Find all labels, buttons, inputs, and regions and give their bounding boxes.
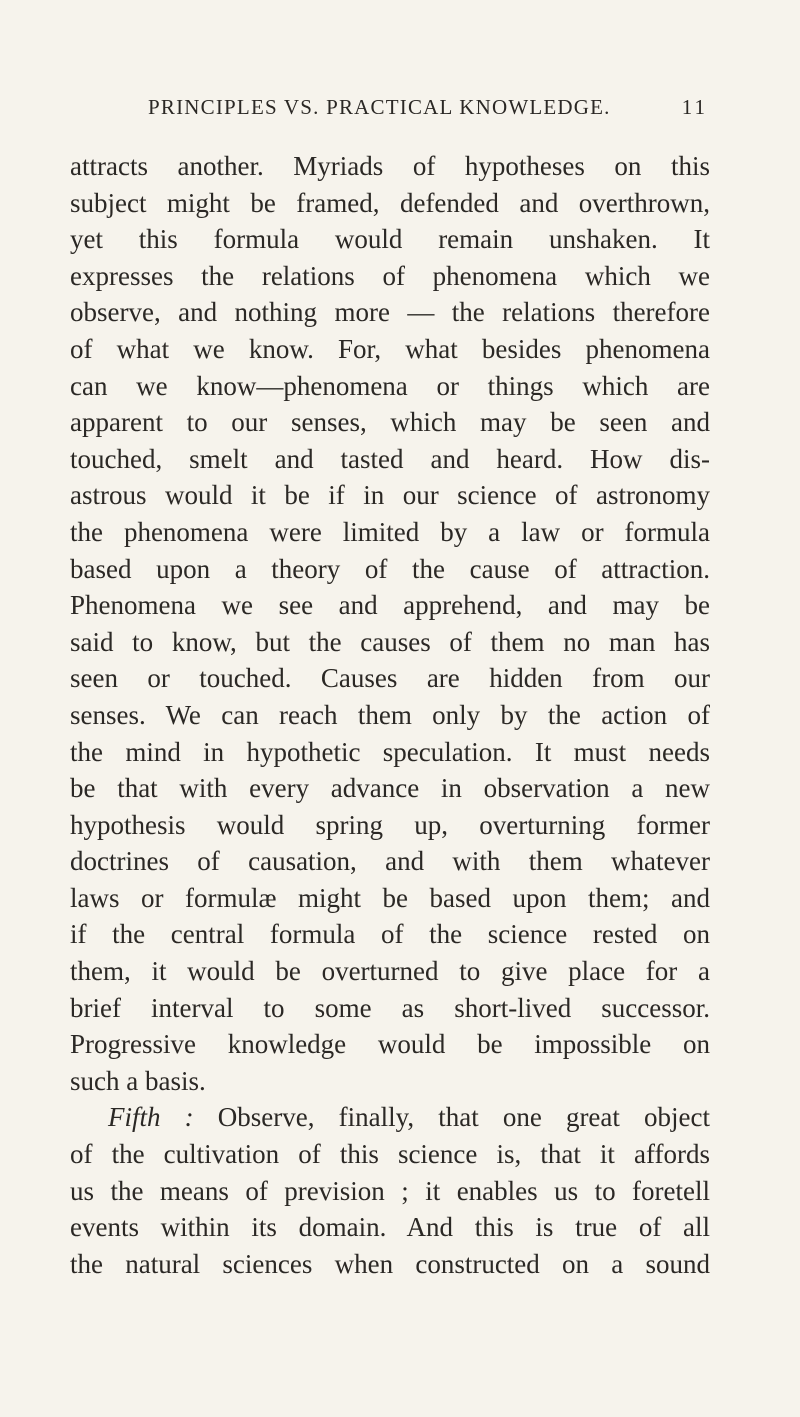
- running-head-title: PRINCIPLES VS. PRACTICAL KNOWLEDGE.: [148, 95, 611, 119]
- text-line: if the central formula of the science rested on: [70, 919, 710, 950]
- text-line: the phenomena were limited by a law or formula: [70, 516, 710, 547]
- text-line: hypothesis would spring up, overturning former: [70, 809, 710, 840]
- text-line: said to know, but the causes of them no man has: [70, 626, 710, 657]
- text-line: expresses the relations of phenomena which we: [70, 260, 710, 291]
- text-line: subject might be framed, defended and overthrown,: [70, 187, 710, 218]
- text-line: based upon a theory of the cause of attraction.: [70, 553, 710, 584]
- text-line: can we know—phenomena or things which are: [70, 370, 710, 401]
- text-line: them, it would be overturned to give place for a: [70, 956, 710, 987]
- paragraph-2: [70, 1136, 710, 1282]
- text-line: seen or touched. Causes are hidden from our: [70, 663, 710, 694]
- paragraph-2-first-line: [70, 1099, 710, 1136]
- text-line: laws or formulæ might be based upon them; and: [70, 882, 710, 913]
- text-line: Phenomena we see and apprehend, and may be: [70, 590, 710, 621]
- section-lead: Fifth :: [108, 1102, 194, 1133]
- text-line: such a basis.: [70, 1065, 206, 1096]
- text-line: of what we know. For, what besides phenomena: [70, 333, 710, 364]
- text-line: doctrines of causation, and with them whatever: [70, 846, 710, 877]
- paragraph-2-first-text: Observe, finally, that one great object: [217, 1102, 711, 1133]
- text-line: touched, smelt and tasted and heard. How dis-: [70, 443, 710, 474]
- paragraph-1: [70, 148, 710, 1099]
- text-line: yet this formula would remain unshaken. It: [70, 224, 710, 255]
- page-number: 11: [681, 95, 708, 119]
- text-line: brief interval to some as short-lived successor.: [70, 992, 710, 1023]
- text-line: attracts another. Myriads of hypotheses on this: [70, 151, 710, 181]
- running-head: [148, 95, 708, 120]
- text-line: astrous would it be if in our science of astronomy: [70, 480, 710, 511]
- text-line: events within its domain. And this is true of all: [70, 1212, 710, 1243]
- text-line: Progressive knowledge would be impossible on: [70, 1029, 710, 1060]
- body-text: [70, 148, 710, 1282]
- text-line: senses. We can reach them only by the action of: [70, 699, 710, 730]
- text-line: the mind in hypothetic speculation. It must needs: [70, 736, 710, 767]
- text-line: observe, and nothing more — the relations therefore: [70, 297, 710, 328]
- text-line: us the means of prevision ; it enables us to foretell: [70, 1175, 710, 1206]
- text-line: be that with every advance in observation a new: [70, 773, 710, 804]
- text-line: the natural sciences when constructed on a sound: [70, 1248, 710, 1279]
- text-line: of the cultivation of this science is, that it affords: [70, 1139, 710, 1170]
- text-line: apparent to our senses, which may be seen and: [70, 407, 710, 438]
